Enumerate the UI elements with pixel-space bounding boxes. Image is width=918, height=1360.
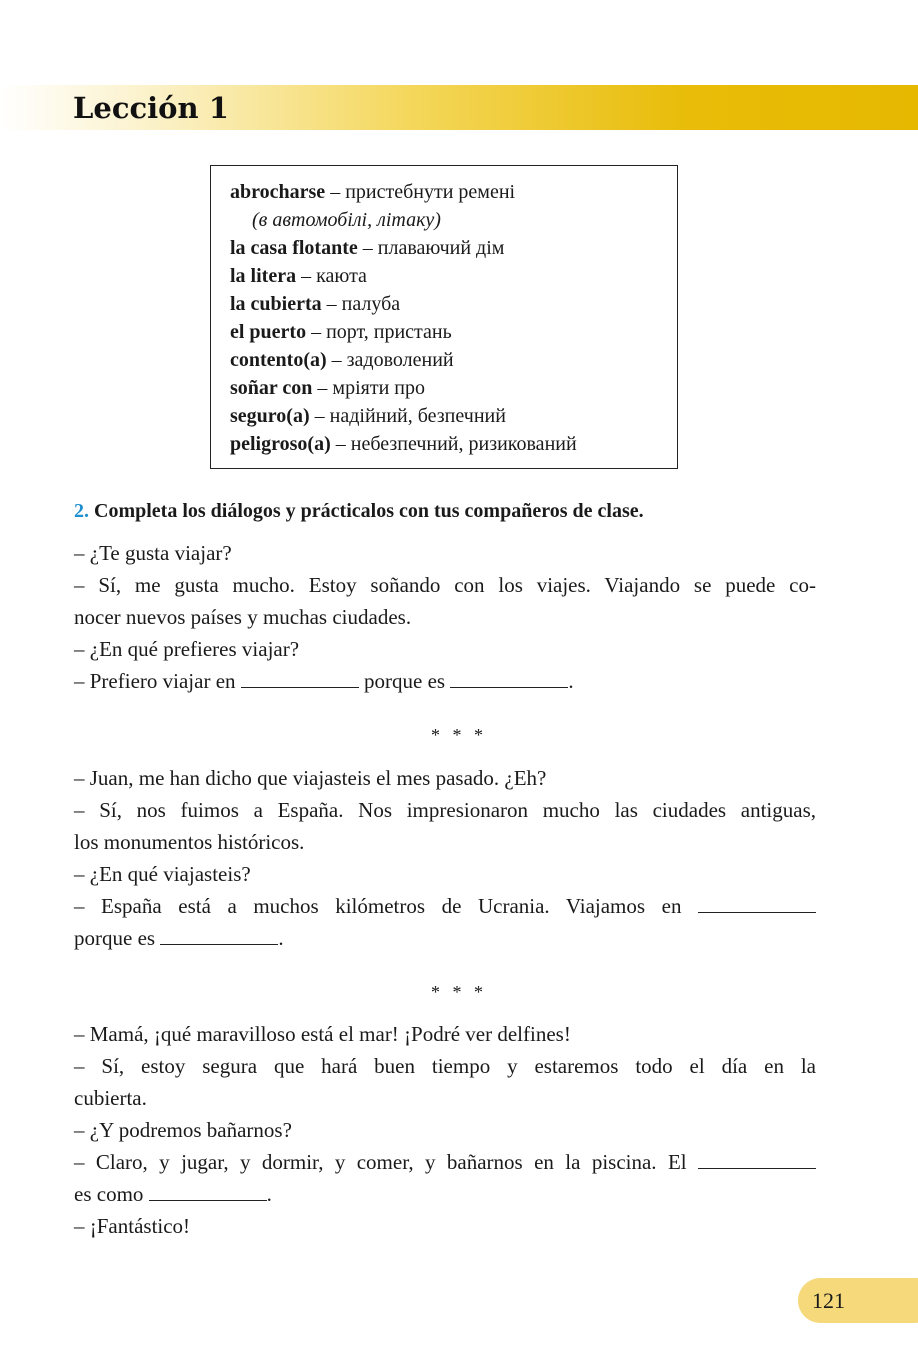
- vocabulary-box: [210, 165, 678, 469]
- vocab-entry: [230, 430, 677, 458]
- answer-blank[interactable]: [160, 922, 278, 945]
- vocab-term: el puerto: [230, 321, 307, 343]
- vocab-term: abrocharse: [230, 181, 326, 203]
- dialog-line: porque es .: [74, 922, 816, 954]
- dialog-line: – ¿En qué prefieres viajar?: [74, 637, 300, 661]
- dialog-line: – Sí, me gusta mucho. Estoy soñando con los viajes. Viajando se puede co-: [74, 573, 816, 597]
- dialog-line: – Prefiero viajar en porque es .: [74, 665, 816, 697]
- dialog-line: nocer nuevos países y muchas ciudades.: [74, 605, 412, 629]
- dialog-line: – ¿En qué viajasteis?: [74, 862, 251, 886]
- answer-blank[interactable]: [450, 665, 568, 688]
- vocab-term: la cubierta: [230, 293, 322, 315]
- vocab-term: la casa flotante: [230, 237, 358, 259]
- vocab-term: soñar con: [230, 377, 313, 399]
- vocab-translation: – небезпечний, ризикований: [330, 433, 577, 455]
- exercise-instruction: Completa los diálogos y prácticalos con tus compañeros de clase.: [94, 500, 644, 522]
- dialog-line: los monumentos históricos.: [74, 830, 305, 854]
- dialog-2: [74, 762, 816, 954]
- page-title: Lección 1: [73, 91, 229, 125]
- dialog-line: – ¿Y podremos bañarnos?: [74, 1118, 292, 1142]
- vocab-entry: [230, 234, 677, 262]
- dialog-line: – España está a muchos kilómetros de Ucrania. Viajamos en: [74, 890, 816, 922]
- dialog-line: – Claro, y jugar, y dormir, y comer, y bañarnos en la piscina. El: [74, 1146, 816, 1178]
- answer-blank[interactable]: [241, 665, 359, 688]
- vocab-entry: [230, 290, 677, 318]
- vocab-translation: – задоволений: [326, 349, 454, 371]
- dialog-line: – ¿Te gusta viajar?: [74, 541, 232, 565]
- dialog-line: – Mamá, ¡qué maravilloso está el mar! ¡Podré ver delfines!: [74, 1022, 571, 1046]
- vocab-entry: [230, 262, 677, 290]
- exercise-number: 2.: [74, 500, 89, 522]
- vocab-term: seguro(a): [230, 405, 310, 427]
- vocab-entry: [230, 346, 677, 374]
- dialog-line: – Sí, estoy segura que hará buen tiempo y estaremos todo el día en la: [74, 1054, 816, 1078]
- vocab-term: la litera: [230, 265, 297, 287]
- vocab-term: peligroso(a): [230, 433, 331, 455]
- separator: * * *: [431, 982, 487, 1002]
- dialog-line: – ¡Fantástico!: [74, 1214, 191, 1238]
- vocab-entry: [230, 178, 677, 206]
- vocab-entry: [230, 374, 677, 402]
- vocab-translation: – пристебнути ремені: [325, 181, 516, 203]
- separator: * * *: [431, 725, 487, 745]
- answer-blank[interactable]: [698, 1146, 816, 1169]
- dialog-1: [74, 537, 816, 697]
- dialog-line: – Sí, nos fuimos a España. Nos impresionaron mucho las ciudades antiguas,: [74, 798, 816, 822]
- exercise-heading: [74, 497, 644, 525]
- vocab-translation: – каюта: [296, 265, 367, 287]
- vocab-translation: – мріяти про: [312, 377, 425, 399]
- vocab-translation: – плаваючий дім: [357, 237, 505, 259]
- vocab-note: (в автомобілі, літаку): [252, 209, 441, 231]
- answer-blank[interactable]: [149, 1178, 267, 1201]
- dialog-line: – Juan, me han dicho que viajasteis el mes pasado. ¿Eh?: [74, 766, 547, 790]
- answer-blank[interactable]: [698, 890, 816, 913]
- vocab-translation: – надійний, безпечний: [309, 405, 506, 427]
- page-number: 121: [812, 1288, 845, 1313]
- dialog-line: es como .: [74, 1178, 816, 1210]
- vocab-translation: – палуба: [321, 293, 401, 315]
- vocab-entry: [230, 402, 677, 430]
- vocab-entry: [230, 318, 677, 346]
- dialog-line: cubierta.: [74, 1086, 147, 1110]
- vocab-term: contento(a): [230, 349, 327, 371]
- dialog-3: [74, 1018, 816, 1242]
- vocab-translation: – порт, пристань: [306, 321, 452, 343]
